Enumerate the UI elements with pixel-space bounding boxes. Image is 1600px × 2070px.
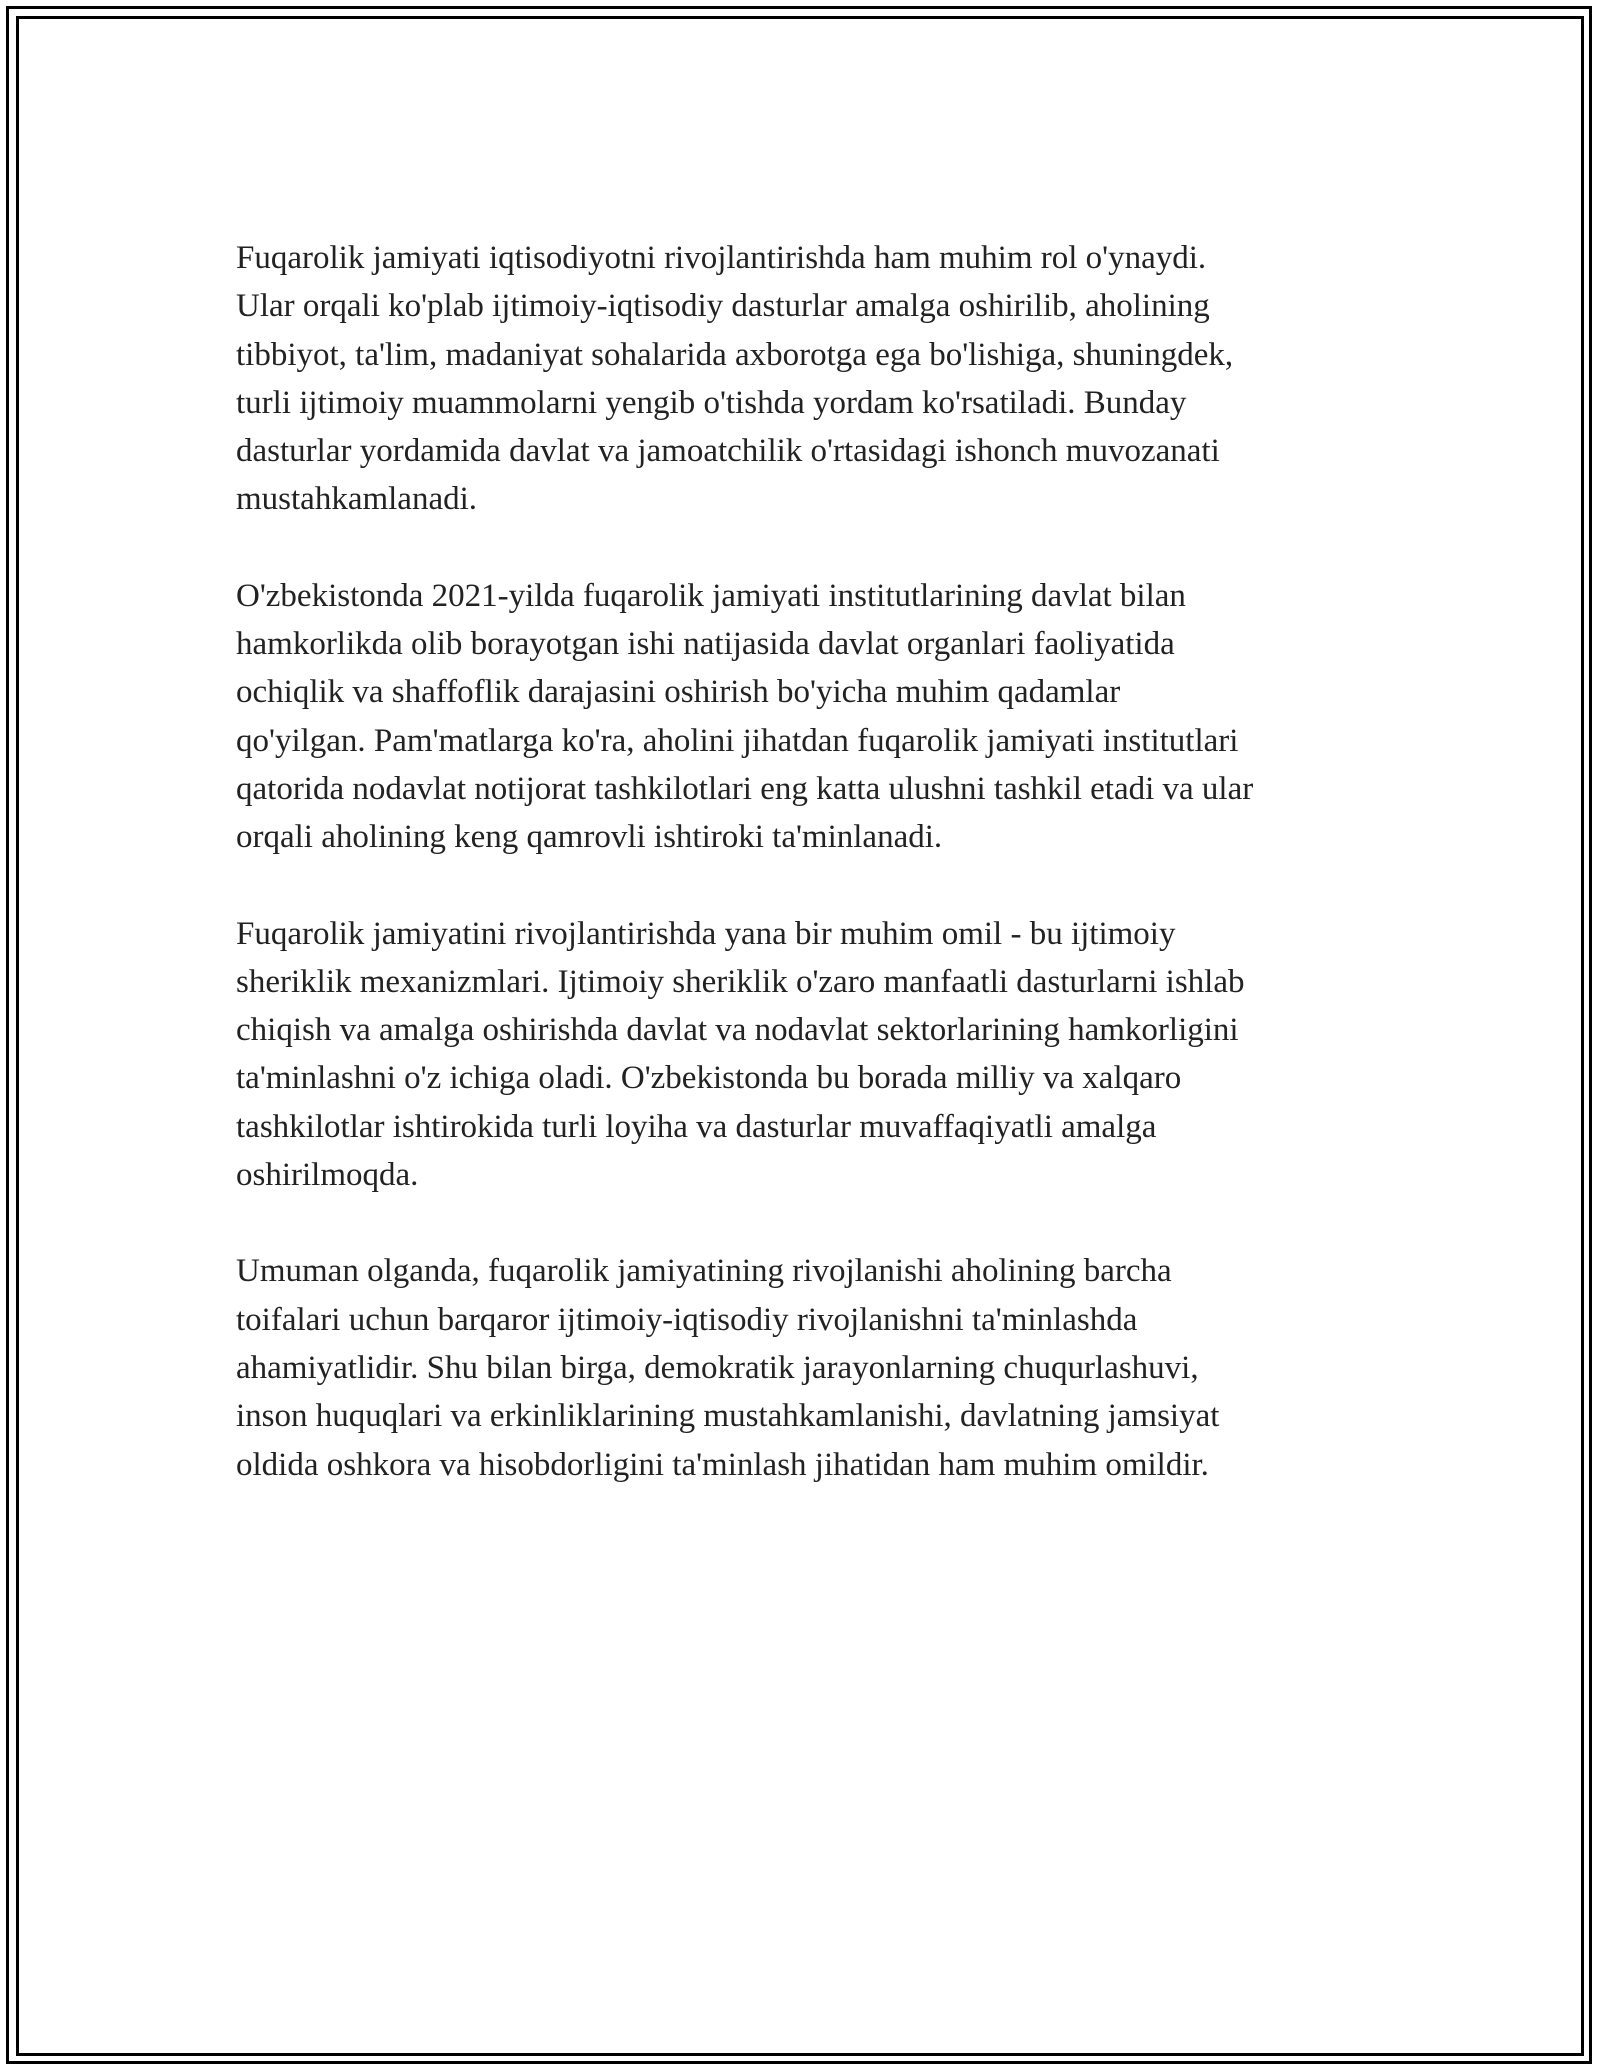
paragraph-2: O'zbekistonda 2021-yilda fuqarolik jamiyati institutlarining davlat bilan hamkorlikda olib borayotgan ishi natijasida davlat organlari faoliyatida ochiqlik va shaffoflik darajasini oshirish bo'yicha muhim qadamlar qo'yilgan. Pam'matlarga ko'ra, aholini jihatdan fuqarolik jamiyati institutlari qatorida nodavlat notijorat tashkilotlari eng katta ulushni tashkil etadi va ular orqali aholining keng qamrovli ishtiroki ta'minlanadi. <box>236 577 1254 856</box>
document-body <box>236 234 1386 1537</box>
paragraph-3: Fuqarolik jamiyatini rivojlantirishda yana bir muhim omil - bu ijtimoiy sheriklik mexanizmlari. Ijtimoiy sheriklik o'zaro manfaatli dasturlarni ishlab chiqish va amalga oshirishda davlat va nodavlat sektorlarining hamkorligini ta'minlashni o'z ichiga oladi. O'zbekistonda bu borada milliy va xalqaro tashkilotlar ishtirokida turli loyiha va dasturlar muvaffaqiyatli amalga oshirilmoqda. <box>236 915 1245 1194</box>
paragraph-1: Fuqarolik jamiyati iqtisodiyotni rivojlantirishda ham muhim rol o'ynaydi. Ular orqali ko'plab ijtimoiy-iqtisodiy dasturlar amalga oshirilib, aholining tibbiyot, ta'lim, madaniyat sohalarida axborotga ega bo'lishiga, shuningdek, turli ijtimoiy muammolarni yengib o'tishda yordam ko'rsatiladi. Bunday dasturlar yordamida davlat va jamoatchilik o'rtasidagi ishonch muvozanati mustahkamlanadi. <box>236 240 1234 518</box>
paragraph-4: Umuman olganda, fuqarolik jamiyatining rivojlanishi aholining barcha toifalari uchun barqaror ijtimoiy-iqtisodiy rivojlanishni ta'minlashda ahamiyatlidir. Shu bilan birga, demokratik jarayonlarning chuqurlashuvi, inson huquqlari va erkinliklarining mustahkamlanishi, davlatning jamsiyat oldida oshkora va hisobdorligini ta'minlash jihatidan ham muhim omildir. <box>236 1253 1220 1483</box>
